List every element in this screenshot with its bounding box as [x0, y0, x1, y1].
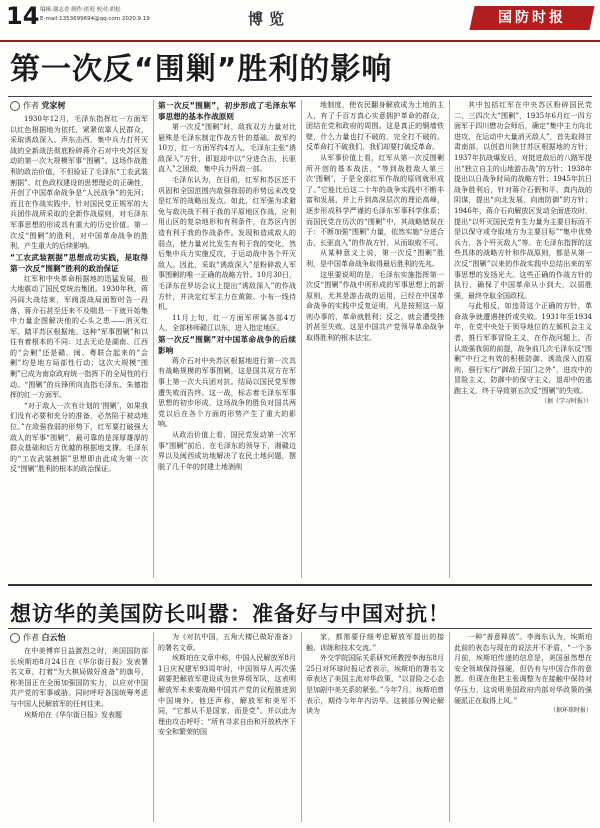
paragraph: 为《对抗中国，五角大楼已做好准备》的署名文章。 [158, 633, 296, 652]
column-divider [449, 632, 450, 822]
paragraph: 蒋介石对中央苏区根据地进行第一次具有战略规模的军事围剿，这是国共双方在军事上第一次大兵团对抗。结局以国民党军惨遭失败而告终。这一战，标志着毛泽东军事思想的初步形成，这场战争的胜负对国共两党以后在各个方面的形势产生了重大的影响。 [158, 356, 296, 429]
headline-rule [8, 96, 592, 97]
paragraph: 这里要说明的是，毛泽东实施指挥第一次反“围剿”作战中所形成的军事思想上的新原则，尤其是游击战的运用，已经在中国革命战争的实践中反复证明，凡是按照这一原则办事的，革命就胜利；反之，就会遭受挫折甚至失败。这是中国共产党领导革命战争取得胜利的根本法宝。 [306, 270, 444, 343]
paragraph: “对于敌人一次有计划的‘围剿’，如果我们没有必要和充分的准备，必然陷于被动地位。”在敌强我弱的形势下，红军要打破强大敌人的军事“围剿”，最可靠的是深厚雄厚的群众基础和后方优越的根据地支撑。毛泽东的“工农武装割据”思想即由此成为第一次反“围剿”胜利的根本的政治保证。 [10, 401, 148, 474]
page-number: 14 [6, 2, 40, 30]
paragraph: 外交学院国际关系研究所教授李海东8月25日对环球时报记者表示，埃斯珀的署名文章表达了美国主流对华政策，“以冒险之心态是加剧中美关系的紧张。”今年7月，埃斯珀曾表示，期待今年年内访华。这被部分舆论解读为 [306, 654, 444, 716]
byline-label: 作者 [23, 633, 39, 642]
article2-byline [10, 632, 66, 643]
byline-icon [10, 633, 20, 643]
headline-rule [8, 628, 592, 629]
byline-icon [10, 101, 20, 111]
column-divider [153, 100, 154, 578]
paragraph: 在中美博弈日益激烈之时，美国国防部长埃斯珀8月24日在《华尔街日报》发表署名文章，打着“为大棋局做好准备”的旗号，称美国正在全面加强国防实力，以应对中国共产党的军事威胁。同时呼吁各国统筹考虑与中国人民解放军的任何往来。 [10, 647, 148, 708]
subheading: 第一次反“围剿”对中国革命战争的后续影响 [158, 334, 296, 355]
article1-column-2 [158, 100, 296, 578]
article2-column-3 [306, 632, 444, 822]
article1-column-4 [454, 100, 592, 578]
article2-column-1 [10, 646, 148, 822]
column-divider [153, 632, 154, 822]
column-divider [301, 632, 302, 822]
paragraph: 从某种意义上说，第一次反“围剿”胜利，是中国革命战争取得最后胜利的先兆。 [306, 249, 444, 268]
paragraph: 一种“善意释放”。李海东认为，埃斯珀此前的表态与现在的说法并不矛盾，“一个多月前，埃斯珀传递的信息是，美国虽然想在安全领域保持强硬，但仍有与中国合作的意愿。但现在他把主张调整为在接触中保持对华压力，这说明美国政府内部对华政策的强硬派正在取得上风。” [454, 633, 592, 705]
article2-headline: 想访华的美国防长叫嚣：准备好与中国对抗！ [10, 602, 450, 626]
paragraph: 红军和中央革命根据地的迅猛发展，极大地震动了国民党统治集团。1930年秋，蒋冯阎大战结束，军阀混战局面暂时告一段落，蒋介石甚至还来不及喘息一下就开始集中力量企图解决他的心头之患——消灭红军、踏平苏区根据地。这种“军事围剿”和以往有着根本的不同：过去无论是湖南、江西的“会剿”还是赣、闽、粤联合起来的“会剿”均是地方局部性行动；这次大规模“围剿”已成为南京政府统一指挥下的全局性的行动。“围剿”的兵锋所向直指毛泽东、朱德指挥的红一方面军。 [10, 274, 148, 400]
page-header [0, 0, 600, 42]
article-separator [8, 584, 592, 586]
article1-column-1 [10, 114, 148, 578]
article1-byline [10, 100, 66, 111]
article2-column-2 [158, 632, 296, 822]
editor-line: 编辑:谢志香 制作:匿庭 校对:胡松 [40, 7, 121, 13]
newspaper-logo [469, 6, 594, 30]
paragraph: 埃斯珀在文章中称，中国人民解放军8月1日庆祝建军93周年时，中国领导人再次强调要把解放军建设成为世界级军队，这表明解放军未来要战略中国共产党的议程推进到中国境外。他还声称，解放军和美军不同，“它都从不是国家，而是党”。并以此为理由攻击呼吁；“所有寻求自由和开放秩序下安全和繁荣的国 [158, 654, 296, 737]
paragraph: 家，都需要仔细考虑解放军提出的接触、训练和技术交流。” [306, 633, 444, 652]
paragraph: 地制度，使农民翻身解放成为土地的主人，有了千百万真心实意拥护革命的群众，团结在党和政府的周围。这是真正的铜墙铁壁，什么力量也打不破的，完全打不破的。反革命打不破我们，我们却要打破反革命。 [306, 101, 444, 152]
email-date-line: E-mail:1353699694@qq.com 2020.9.19 [40, 16, 150, 22]
byline-label: 作者 [23, 101, 39, 110]
paragraph: 11月上旬，红一方面军所属各部4万人，全部移师赣江以东，进入指定地区。 [158, 313, 296, 333]
article1-column-3 [306, 100, 444, 578]
byline-author: 白云怡 [41, 633, 66, 642]
subheading: “工农武装割据”思想成功实践，是取得第一次反“围剿”胜利的政治保证 [10, 252, 148, 273]
subheading: 第一次反“围剿”，初步形成了毛泽东军事思想的基本作战原则 [158, 101, 296, 121]
paragraph: 毛泽东认为，在目前，红军和苏区还不巩固和全国范围内敌强我弱的形势远未改变是红军的战略出发点。如此，红军强为求避免与敌决战不利于我的平原地区作战，应利用山区的复杂地形和有利条件，在苏区内创造有利于我的作战条件。发现和造成敌人的弱点，使力量对比发生有利于我的变化，然后集中兵力实施反攻，于运动战中各个歼灭敌人。因此，采取“诱敌深入”是粉碎敌人军事围剿的唯一正确的战略方针。10月30日，毛泽东在罗坊会议上提出“诱敌深入”的作战方针，并决定红军主力在黄陂、小布一线待机。 [158, 175, 296, 312]
column-divider [301, 100, 302, 578]
logo-text: 国防时报 [498, 10, 566, 26]
article2-column-4 [454, 632, 592, 822]
paragraph: 从军事价值上看，红军从第一次反围剿所开创的基本战法，“等到战胜敌人第三次‘围剿’，于是全部红军作战的原则就形成了。”它能比后这二十年的战争实践中不断丰富和发展，并上升到高深层次的理论高峰，逐步形成科学严谨的毛泽东军事科学体系；而国民党在历次的“围剿”中，其战略错误在于：不断加强“围剿”力量，依然实施“分进合击，长驱直入”的作战方针，从而取败不可。 [306, 153, 444, 247]
editor-meta [40, 6, 150, 24]
source-note: （据《学习时报》） [540, 397, 592, 405]
section-title: 博览 [248, 10, 291, 28]
paragraph: 第一次反“围剿”时，敌我双方力量对比悬殊是毛泽东制定作战方针的基础。敌军约10万，红一方面军约4万人，毛泽东主张“诱敌深入”方针，即退却中以“分进合击，长驱直入”之困敌，集中兵力歼敌一部。 [158, 123, 296, 174]
paragraph: 1930年12月，毛泽东指挥红一方面军以红色根据地为依托，紧紧依靠人民群众，采取诱敌深入、声东击西、集中兵力打歼灭战的全新战法彻底粉碎蒋介石对中央苏区发动的第一次大规模军事“围剿”。这场作战胜利的政治价值，不但验证了毛泽东“工农武装割据”、红色政权建设的思想理论的正确性，开创了中国革命战争是“人民战争”的先河；而且在作战实践中，针对国民党正规军的大兵团作战所采取的全新作战原则，对毛泽东军事思想的形成具有重大的历史价值。第一次反“围剿”的胜利，对中国革命战争的胜利，产生重大的后续影响。 [10, 115, 148, 251]
paragraph: 埃斯珀在《华尔街日报》发表题 [24, 710, 122, 719]
column-divider [449, 100, 450, 578]
byline-author: 党家树 [41, 101, 66, 110]
article1-headline: 第一次反“围剿”胜利的影响 [10, 52, 393, 87]
paragraph: 与此相反，如违背这个正确的方针，革命战争就遭遇挫折或失败。1931年至1934年，在党中央处于领导地位的左倾机会主义者，推行军事冒险主义，在作战问题上，否认敌强我弱的前提，战争前几次毛泽东反“围剿”中行之有效的积极防御、诱敌深入的原则，强行实行“御敌于国门之外”，进攻中的冒险主义，防御中的保守主义，退却中的逃跑主义，终于导致第五次反“围剿”的失败。 [454, 302, 592, 396]
source-note: （据环球时报） [549, 707, 592, 715]
paragraph: 其中包括红军在中央苏区粉碎国民党二、三四次大“围剿”，1935年6月红一四方面军于四川懋功会师后，确定“集中主力向北进攻，在运动中大量消灭敌人”，首先取得甘肃南部，以创造川陕甘苏区根据地的方针；1937年抗战爆发后，对挺进敌后的八路军提出“独立自主的山地游击战”的方针；1938年提出以日战争时局的战略方针；1945年抗日战争胜利后，针对蒋介石假和平、真内战的阴谋，提出“向北发展，向南防御”的方针；1946年，蒋介石向解放区发动全面进攻时，提出“以歼灭国民党有生力量为主要目标而不是以保守或夺取地方为主要目标”“集中优势兵力，各个歼灭敌人”等。在毛泽东指挥的这些具体的战略方针和作战原则，都是从第一次反“围剿”以来的作战实践中总结出来的军事思想的发扬光大。这些正确的作战方针的执行，确保了中国革命从小到大，以弱胜强，最终夺取全国政权。 [454, 101, 592, 300]
paragraph: 从政治价值上看，国民党发动第一次军事“围剿”前后，在毛泽东的领导下，湘赣边界以及闽西成功地解决了农民土地问题，摆脱了几千年的封建土地剥削 [158, 431, 296, 471]
